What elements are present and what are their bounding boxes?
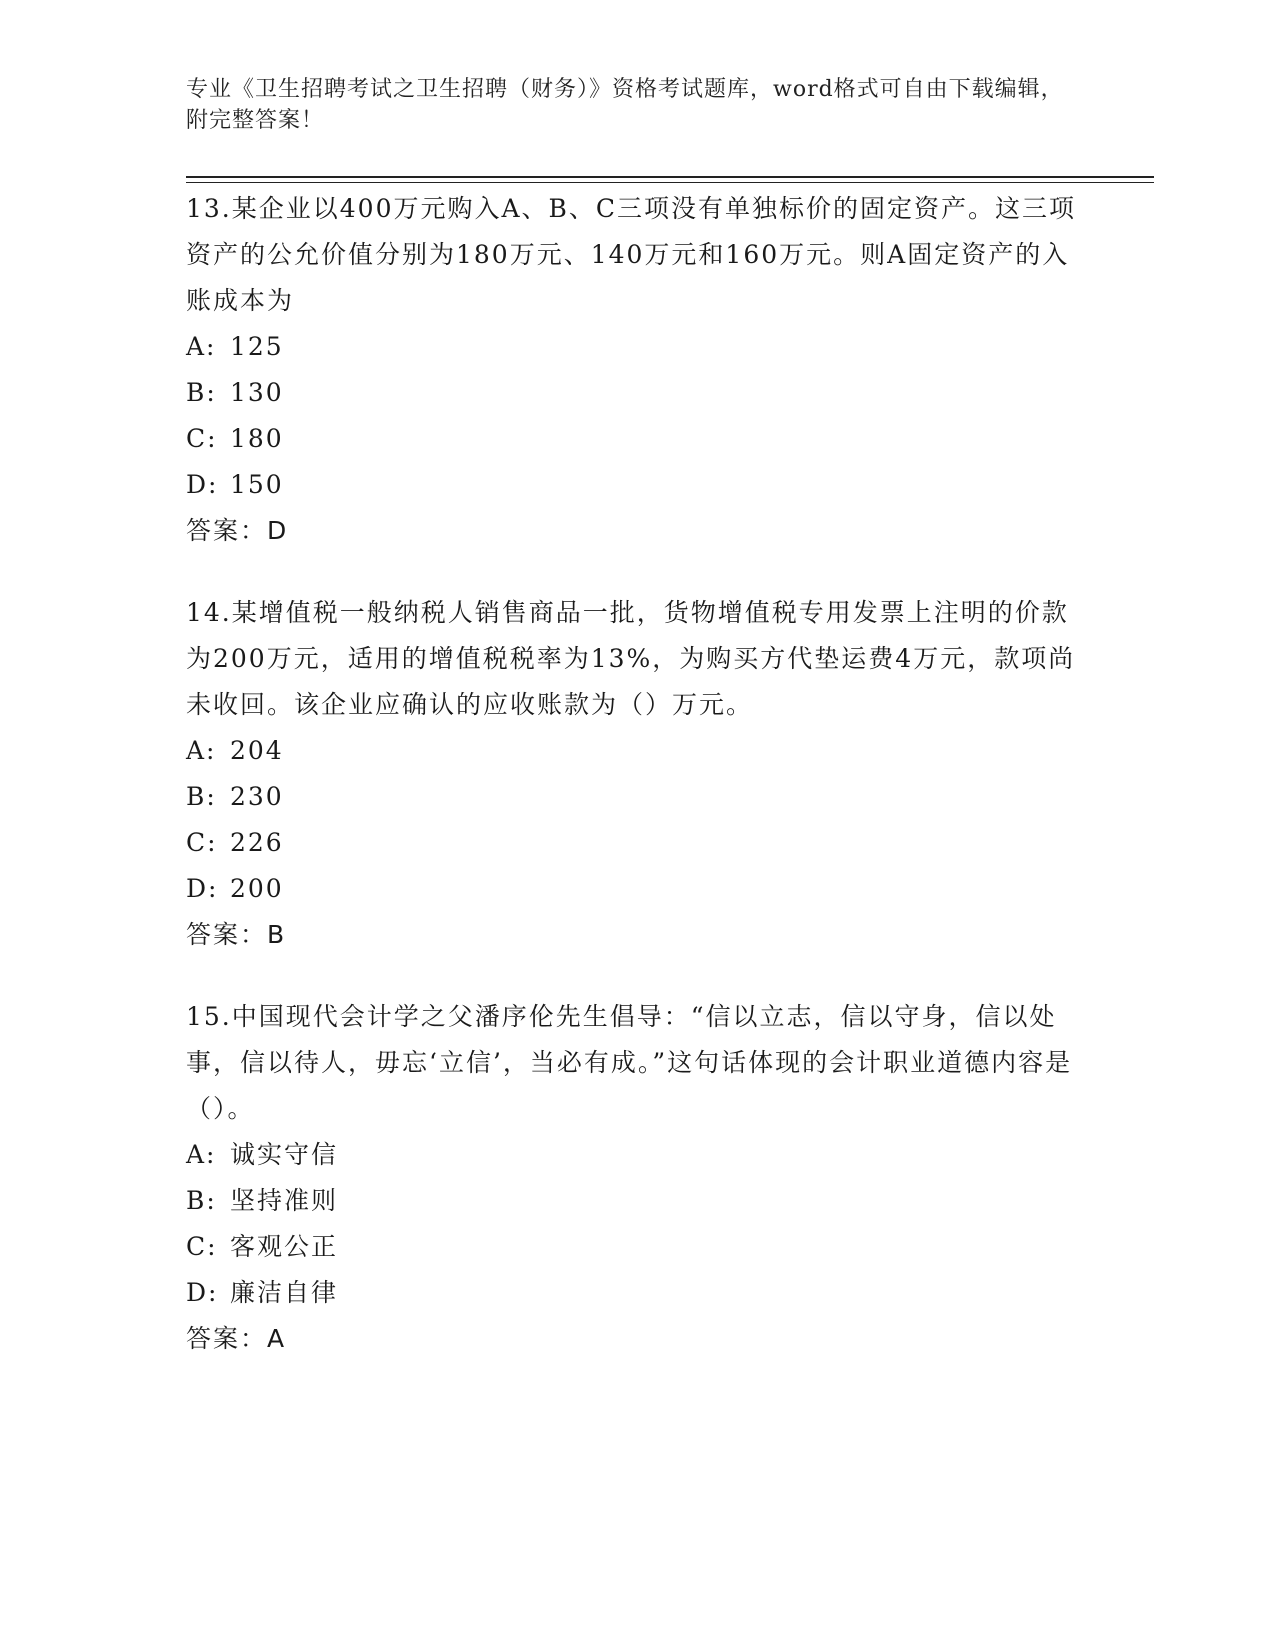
option-text: 125 (230, 332, 284, 361)
option-b (186, 774, 1086, 820)
option-text: 180 (230, 424, 284, 453)
question-13 (186, 186, 1086, 554)
answer-line: 答案：D (186, 516, 289, 545)
option-letter: C: (186, 828, 218, 857)
option-d (186, 462, 1086, 508)
answer-line: 答案：B (186, 920, 287, 949)
option-text: 150 (230, 470, 284, 499)
option-letter: D: (186, 874, 219, 903)
question-stem: 13.某企业以400万元购入A、B、C三项没有单独标价的固定资产。这三项资产的公允价值分别为180万元、140万元和160万元。则A固定资产的入账成本为 (186, 194, 1077, 315)
answer-line: 答案：A (186, 1324, 287, 1353)
option-text: 130 (230, 378, 284, 407)
option-b (186, 370, 1086, 416)
option-c (186, 820, 1086, 866)
option-d (186, 1270, 1086, 1316)
option-letter: B: (186, 782, 217, 811)
question-stem: 14.某增值税一般纳税人销售商品一批，货物增值税专用发票上注明的价款为200万元，适用的增值税税率为13%，为购买方代垫运费4万元，款项尚未收回。该企业应确认的应收账款为（）万元。 (186, 598, 1076, 719)
option-text: 坚持准则 (230, 1186, 339, 1215)
option-letter: B: (186, 378, 217, 407)
question-14 (186, 590, 1086, 958)
option-text: 200 (230, 874, 284, 903)
option-letter: D: (186, 470, 219, 499)
option-letter: D: (186, 1278, 219, 1307)
option-text: 廉洁自律 (230, 1278, 339, 1307)
option-a (186, 1132, 1086, 1178)
option-text: 客观公正 (230, 1232, 339, 1261)
option-a (186, 728, 1086, 774)
option-letter: A: (186, 332, 217, 361)
question-stem: 15.中国现代会计学之父潘序伦先生倡导：“信以立志，信以守身，信以处事，信以待人，毋忘‘立信’，当必有成。”这句话体现的会计职业道德内容是（）。 (186, 1002, 1073, 1123)
header-rule-thick (186, 176, 1154, 178)
option-text: 诚实守信 (230, 1140, 339, 1169)
option-letter: A: (186, 1140, 217, 1169)
option-a (186, 324, 1086, 370)
question-15 (186, 994, 1086, 1362)
option-c (186, 416, 1086, 462)
option-letter: C: (186, 424, 218, 453)
document-header: 专业《卫生招聘考试之卫生招聘（财务）》资格考试题库，word格式可自由下载编辑，附完整答案！ (186, 77, 1064, 133)
option-b (186, 1178, 1086, 1224)
option-text: 226 (230, 828, 284, 857)
option-text: 230 (230, 782, 284, 811)
header-rule-thin (186, 182, 1154, 183)
option-letter: B: (186, 1186, 217, 1215)
option-text: 204 (230, 736, 284, 765)
option-c (186, 1224, 1086, 1270)
option-letter: A: (186, 736, 217, 765)
option-d (186, 866, 1086, 912)
option-letter: C: (186, 1232, 218, 1261)
